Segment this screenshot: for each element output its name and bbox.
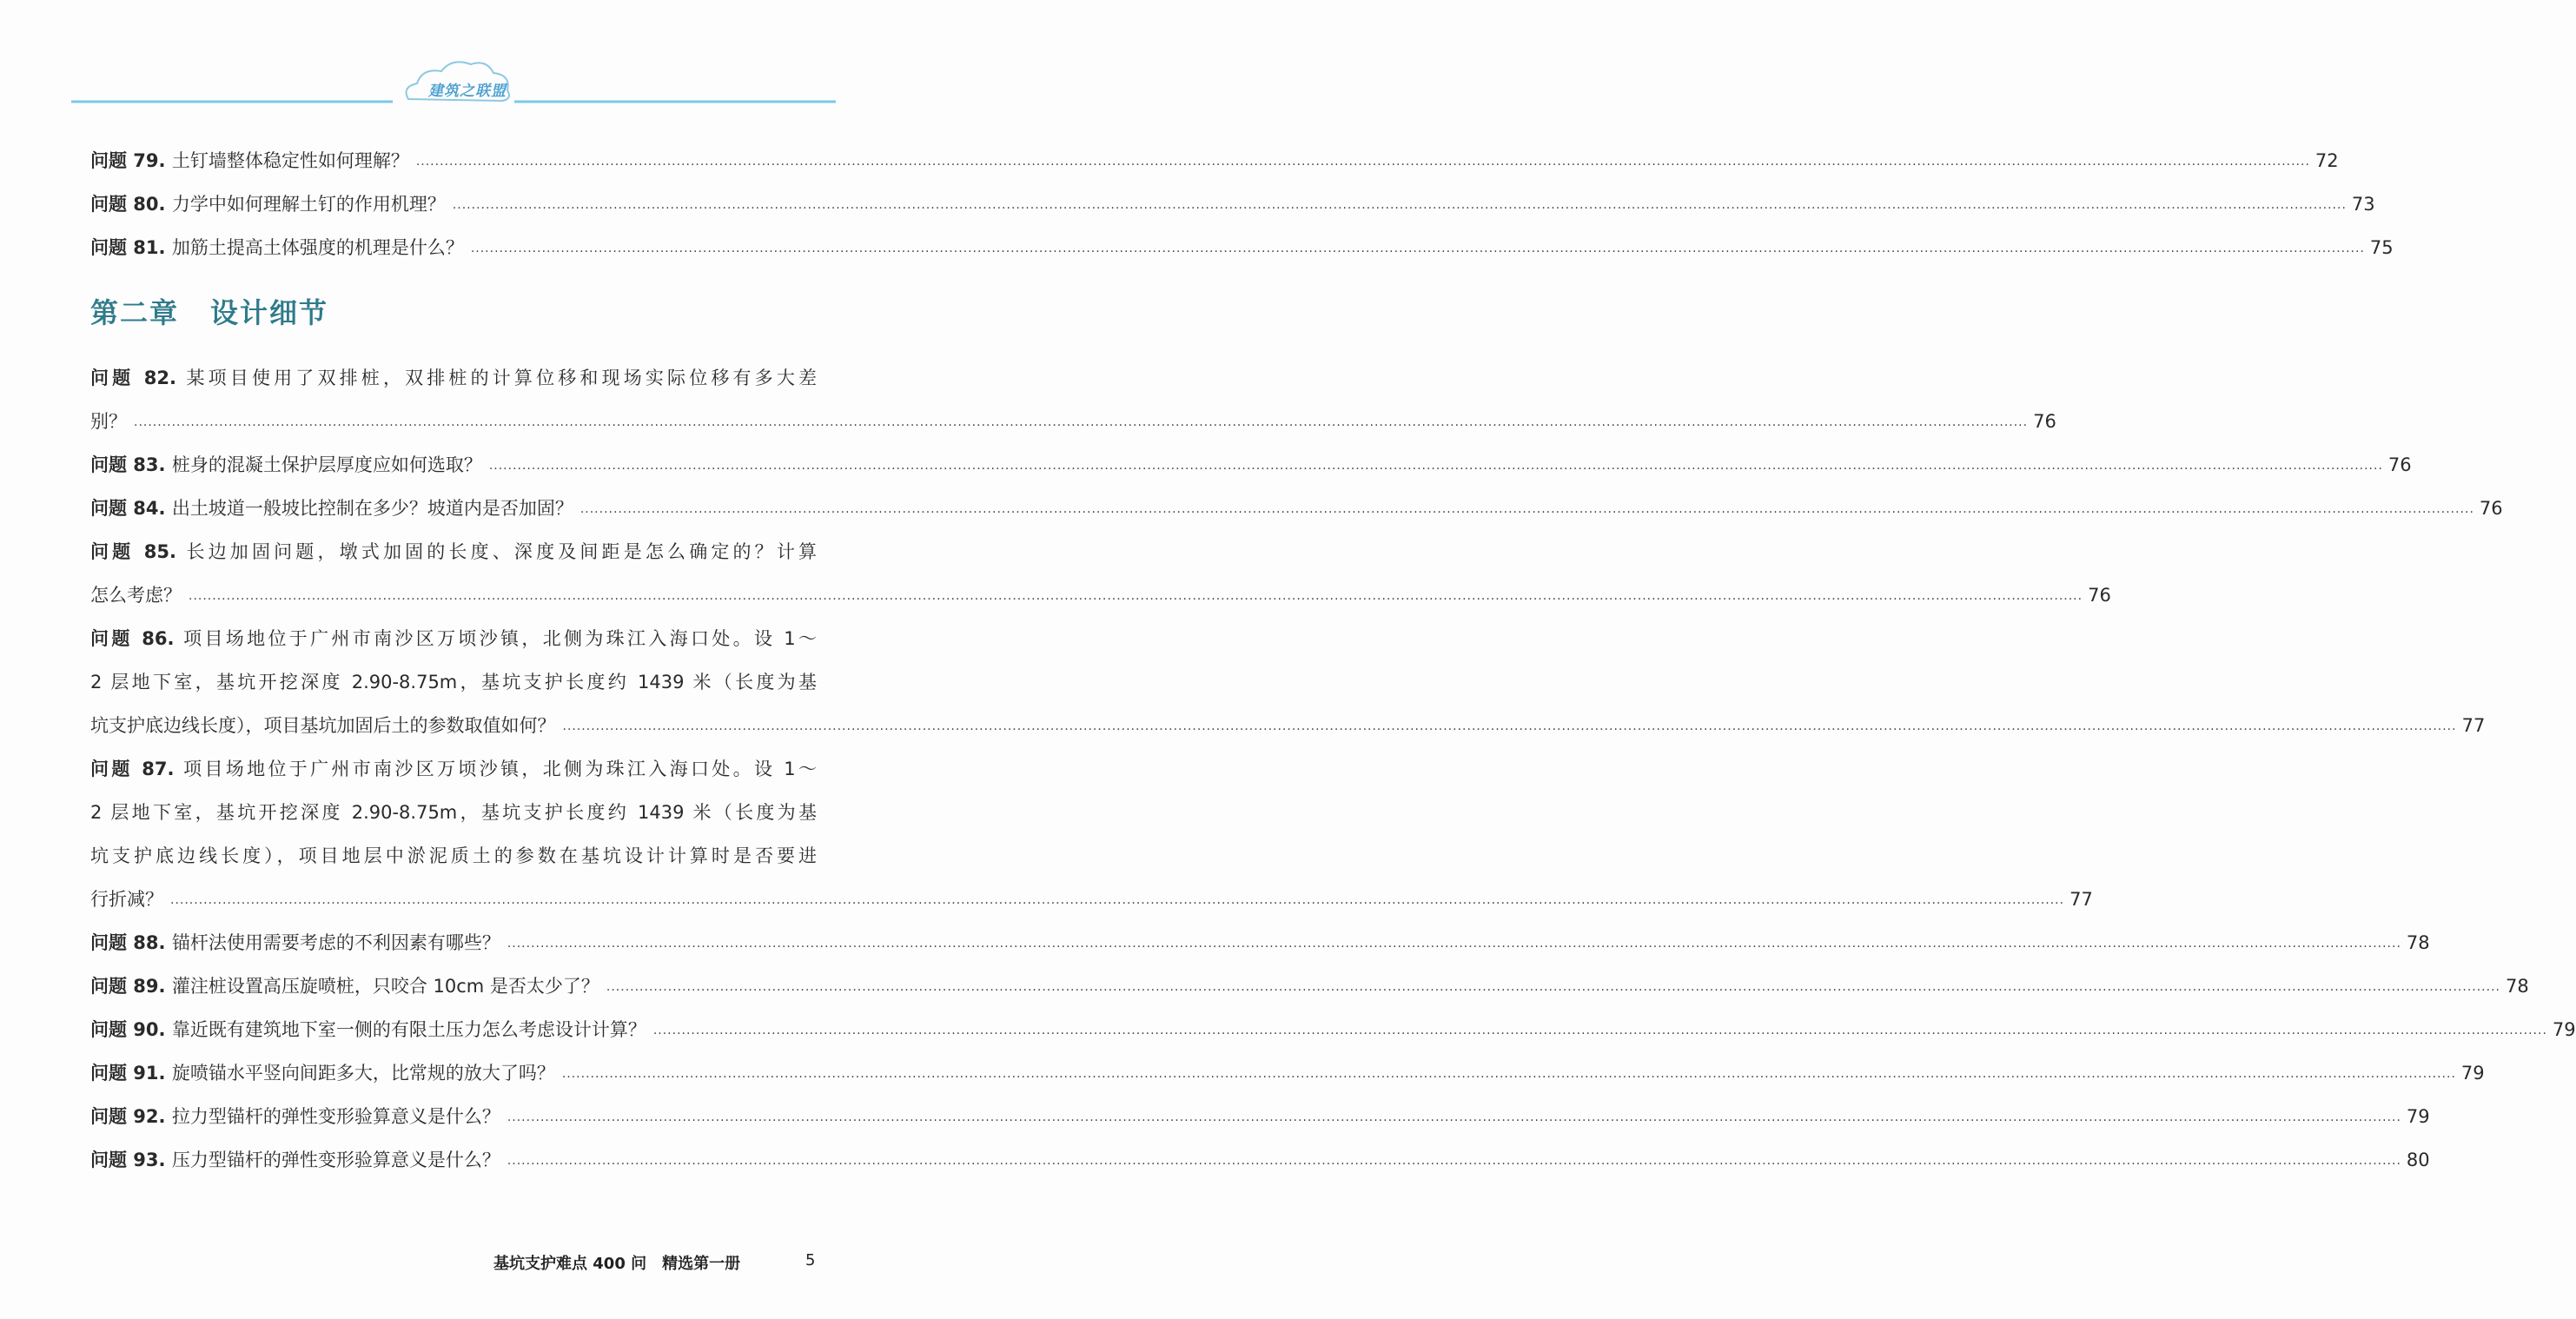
toc-entry-title: 怎么考虑？ [90,585,182,606]
table-of-contents [90,139,2576,1182]
toc-leader-dots: ................................................................................................................................................................................................................................................................................................................................................................................................................ [561,1067,2456,1081]
toc-leader-dots: ................................................................................................................................................................................................................................................................................................................................................................................................................ [507,937,2401,951]
footer-volume: 精选第一册 [662,1255,741,1273]
toc-entry [90,1051,2485,1095]
toc-entry-row [90,964,2529,1008]
toc-entry-label: 问题 83. [90,454,172,475]
toc-entry-label: 问题 86. [90,628,184,649]
toc-entry-text [90,1095,500,1138]
toc-entry-text [90,226,464,269]
toc-entry [90,1095,2430,1138]
toc-entry [90,139,2339,182]
toc-entry-text: 长边加固问题，墩式加固的长度、深度及间距是怎么确定的？计算 [186,541,818,562]
toc-entry-text [90,964,599,1008]
toc-entry-title: 别？ [90,411,127,432]
toc-entry-title: 坑支护底边线长度），项目基坑加固后土的参数取值如何？ [90,715,556,736]
toc-entry [90,226,2394,269]
toc-page-number: 76 [2088,585,2111,606]
toc-entry-row [90,400,2056,443]
toc-entry-row [90,1095,2430,1138]
toc-entry [90,356,2056,443]
footer-book-title: 基坑支护难点 400 问 [493,1255,647,1273]
toc-leader-dots: ................................................................................................................................................................................................................................................................................................................................................................................................................ [562,719,2457,733]
toc-entry-text [90,704,556,747]
toc-entry-text [90,921,500,964]
toc-entry-label: 问题 93. [90,1150,172,1170]
toc-entry-row [90,487,2503,530]
toc-entry-row [90,878,2093,921]
toc-entry-line [90,660,817,704]
toc-entry-text [90,487,573,530]
toc-entry-line [90,617,817,660]
toc-entry [90,530,2111,617]
toc-entry-text [90,1008,646,1051]
toc-entry-row [90,139,2339,182]
toc-leader-dots: ................................................................................................................................................................................................................................................................................................................................................................................................................ [507,1110,2401,1124]
page-number: 5 [805,1251,816,1269]
toc-entry-line [90,791,817,834]
toc-entry-label: 问题 82. [90,368,187,388]
toc-entry [90,617,2486,747]
toc-page-number: 77 [2069,889,2093,910]
toc-entry-text [90,443,482,487]
toc-page-number: 72 [2314,150,2339,171]
toc-page-number: 79 [2460,1063,2485,1084]
toc-entry-line [90,530,817,573]
toc-entry-text [90,1138,500,1182]
toc-entry [90,443,2412,487]
toc-entry-text [90,182,446,226]
toc-entry-title: 旋喷锚水平竖向间距多大，比常规的放大了吗？ [171,1063,555,1084]
toc-page-number: 78 [2406,932,2430,953]
toc-entry-row [90,226,2394,269]
toc-entry-label: 问题 80. [90,194,172,215]
toc-entry-title: 出土坡道一般坡比控制在多少？坡道内是否加固？ [171,498,573,519]
toc-entry-row [90,1138,2430,1182]
toc-leader-dots: ................................................................................................................................................................................................................................................................................................................................................................................................................ [606,980,2500,994]
toc-entry-text: 2 层地下室，基坑开挖深度 2.90-8.75m，基坑支护长度约 1439 米（长度为基 [90,802,817,823]
toc-leader-dots: ................................................................................................................................................................................................................................................................................................................................................................................................................ [415,155,2310,169]
toc-entry-row [90,443,2412,487]
toc-leader-dots: ................................................................................................................................................................................................................................................................................................................................................................................................................ [652,1024,2547,1037]
header-logo-text: 建筑之联盟 [428,83,507,100]
toc-entry-text: 坑支护底边线长度），项目地层中淤泥质土的参数在基坑设计计算时是否要进 [90,845,817,866]
chapter-heading [90,269,817,356]
toc-page-number: 78 [2505,976,2529,997]
toc-entry-title: 桩身的混凝土保护层厚度应如何选取？ [171,454,482,475]
toc-entry-label: 问题 90. [90,1019,172,1040]
toc-entry-text [90,400,127,443]
toc-entry-line [90,747,817,791]
toc-entry [90,182,2375,226]
toc-entry [90,487,2503,530]
toc-entry [90,1008,2576,1051]
toc-entry-line [90,356,817,400]
toc-leader-dots: ................................................................................................................................................................................................................................................................................................................................................................................................................ [579,502,2474,516]
toc-entry-title: 加筋土提高土体强度的机理是什么？ [171,237,464,258]
toc-entry-label: 问题 79. [90,150,172,171]
toc-entry-title: 力学中如何理解土钉的作用机理？ [171,194,446,215]
toc-entry-text: 项目场地位于广州市南沙区万顷沙镇，北侧为珠江入海口处。设 1～ [183,759,817,779]
toc-page-number: 79 [2552,1019,2576,1040]
toc-entry-row [90,573,2111,617]
toc-entry-title: 压力型锚杆的弹性变形验算意义是什么？ [171,1150,500,1170]
toc-entry-title: 灌注桩设置高压旋喷桩，只咬合 10cm 是否太少了？ [171,976,599,997]
toc-leader-dots: ................................................................................................................................................................................................................................................................................................................................................................................................................ [189,589,2083,603]
toc-entry-label: 问题 84. [90,498,172,519]
toc-page-number: 73 [2351,194,2375,215]
toc-page-number: 77 [2461,715,2486,736]
toc-entry-row [90,1008,2576,1051]
toc-entry-text [90,1051,555,1095]
toc-entry-label: 问题 91. [90,1063,172,1084]
toc-entry [90,921,2430,964]
chapter-number: 第二章 [90,296,180,329]
page-header [0,0,934,113]
toc-entry-label: 问题 85. [90,541,187,562]
toc-entry-text: 某项目使用了双排桩，双排桩的计算位移和现场实际位移有多大差 [186,368,818,388]
toc-entry-row [90,704,2486,747]
toc-page-number: 76 [2033,411,2056,432]
chapter-title: 设计细节 [210,296,329,329]
toc-leader-dots: ................................................................................................................................................................................................................................................................................................................................................................................................................ [452,198,2347,212]
toc-leader-dots: ................................................................................................................................................................................................................................................................................................................................................................................................................ [507,1154,2401,1168]
toc-entry-title: 土钉墙整体稳定性如何理解？ [171,150,409,171]
toc-entry-label: 问题 81. [90,237,172,258]
toc-leader-dots: ................................................................................................................................................................................................................................................................................................................................................................................................................ [470,242,2365,255]
toc-page-number: 75 [2369,237,2394,258]
toc-entry-label: 问题 92. [90,1106,172,1127]
toc-entry [90,747,2093,921]
toc-entry-row [90,182,2375,226]
toc-leader-dots: ................................................................................................................................................................................................................................................................................................................................................................................................................ [134,415,2029,429]
toc-entry-label: 问题 89. [90,976,172,997]
toc-page-number: 76 [2479,498,2503,519]
toc-entry-title: 靠近既有建筑地下室一侧的有限土压力怎么考虑设计计算？ [171,1019,646,1040]
toc-entry-title: 拉力型锚杆的弹性变形验算意义是什么？ [171,1106,500,1127]
page-footer [493,1251,740,1274]
toc-entry-label: 问题 88. [90,932,172,953]
toc-entry-text [90,139,409,182]
toc-entry-text: 项目场地位于广州市南沙区万顷沙镇，北侧为珠江入海口处。设 1～ [183,628,817,649]
toc-page-number: 76 [2387,454,2412,475]
toc-leader-dots: ................................................................................................................................................................................................................................................................................................................................................................................................................ [488,459,2383,473]
toc-entry-title: 行折减？ [90,889,163,910]
toc-entry-title: 锚杆法使用需要考虑的不利因素有哪些？ [171,932,500,953]
toc-entry-text [90,573,182,617]
toc-page-number: 79 [2406,1106,2430,1127]
toc-entry-label: 问题 87. [90,759,184,779]
toc-entry-row [90,1051,2485,1095]
toc-entry-text: 2 层地下室，基坑开挖深度 2.90-8.75m，基坑支护长度约 1439 米（长度为基 [90,672,817,693]
toc-entry [90,1138,2430,1182]
toc-entry-line [90,834,817,878]
toc-entry-text [90,878,163,921]
toc-entry-row [90,921,2430,964]
toc-entry [90,964,2529,1008]
toc-leader-dots: ................................................................................................................................................................................................................................................................................................................................................................................................................ [170,893,2065,907]
toc-page-number: 80 [2406,1150,2430,1170]
